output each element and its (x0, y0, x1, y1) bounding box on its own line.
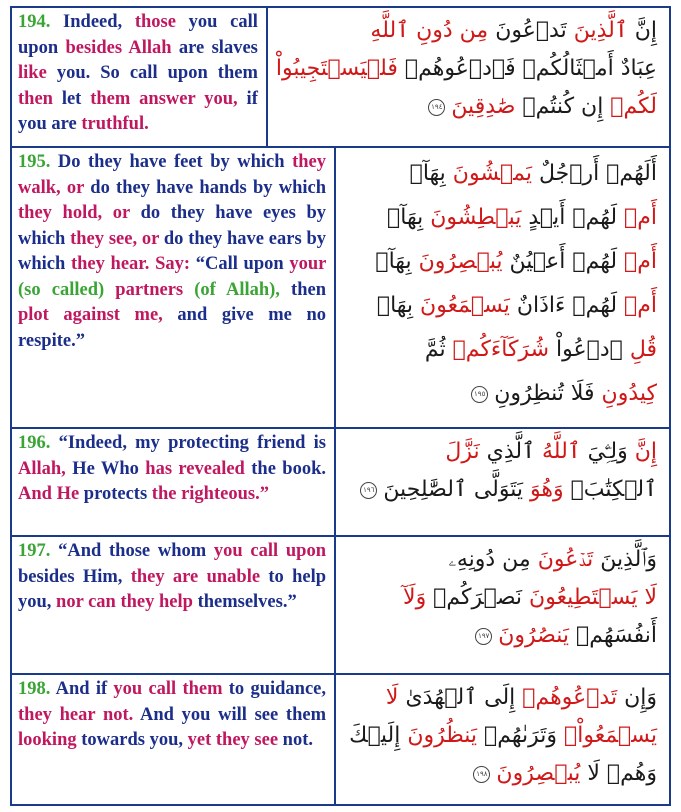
translation-segment: protects (79, 484, 152, 504)
arabic-word: ثُمَّ (424, 337, 453, 362)
arabic-text (268, 8, 669, 146)
arabic-word: أَنفُسَهُمۡ (569, 623, 657, 648)
arabic-line (344, 471, 657, 509)
arabic-line (344, 240, 657, 284)
translation-segment (198, 567, 206, 587)
arabic-word: صَٰدِقِينَ (451, 94, 516, 119)
arabic-line (344, 579, 657, 617)
arabic-word: وَلِـِّۧيَ (580, 439, 628, 464)
verse-end-marker-icon: ١٩٤ (428, 99, 445, 116)
arabic-word: كِيدُونِ (601, 381, 657, 406)
verse-number: 195. (18, 152, 51, 172)
translation-segment: the book. (244, 458, 326, 479)
translation-segment: upon (278, 541, 326, 561)
translation-segment: the righteous.” (151, 484, 269, 504)
arabic-line (344, 372, 657, 416)
arabic-word: بِهَآۖ (387, 205, 431, 230)
translation-segment: or (141, 228, 160, 249)
translation-segment: you. So call upon them (46, 63, 258, 83)
arabic-line (276, 12, 657, 50)
verse-row-198 (12, 673, 669, 804)
translation-segment: has revealed (145, 458, 245, 479)
arabic-word: مِن دُونِ ٱللَّهِ (370, 18, 489, 43)
verse-row-196 (12, 427, 669, 535)
arabic-line (344, 328, 657, 372)
translation-segment: they hear not. (18, 704, 134, 725)
arabic-word: لَا (385, 685, 399, 710)
arabic-word: لَا يَسۡتَطِيعُونَ (529, 585, 657, 610)
translation-segment: besides Him, (18, 566, 131, 587)
arabic-text (336, 429, 669, 535)
translation-segment: and give me no respite.” (18, 305, 327, 351)
translation-segment: let (52, 88, 91, 109)
translation-segment: they see, (70, 228, 138, 249)
arabic-word: ٱللَّهُ (535, 439, 581, 464)
arabic-word: ٱلَّذِي (479, 439, 535, 464)
verse-row-194 (12, 8, 669, 146)
translation-segment: (so called) (18, 279, 105, 300)
arabic-word: إِنَّ (627, 18, 657, 43)
arabic-word: يَنظُرُونَ (407, 723, 478, 748)
arabic-word: بِهَآۖ (409, 161, 453, 186)
translation-segment: towards you, (76, 730, 188, 750)
verse-table (10, 6, 671, 806)
verse-number: 194. (18, 12, 51, 32)
arabic-word: لَهُمۡ أَيۡدٍ (521, 205, 618, 230)
translation-segment: not. (278, 730, 313, 750)
translation-segment: looking (18, 730, 77, 750)
arabic-word: تَدۡعُونَ (488, 18, 574, 43)
arabic-line (344, 284, 657, 328)
translation-segment: or (112, 203, 130, 223)
verse-row-195 (12, 146, 669, 427)
arabic-word: يَسۡمَعُونَ (420, 293, 510, 318)
translation-segment (102, 203, 113, 223)
translation-segment: besides Allah (65, 37, 172, 58)
translation-segment: And if (50, 679, 114, 699)
translation-segment: or (66, 177, 85, 198)
arabic-word: ٱدۡعُواْ (549, 337, 630, 362)
translation-segment: they are (130, 566, 199, 587)
arabic-word: وَهُمۡ لَا (580, 761, 657, 786)
arabic-word: وَهُوَ (530, 477, 564, 502)
translation-segment: unable (206, 566, 261, 587)
arabic-word: إِلَى ٱلۡهُدَىٰ (398, 685, 523, 710)
arabic-word: أَمۡ (617, 293, 657, 318)
verse-number: 196. (18, 433, 51, 453)
arabic-word: وَٱلَّذِينَ (593, 547, 657, 572)
arabic-word: تَدۡعُونَ (537, 547, 594, 572)
verse-number: 198. (18, 679, 51, 699)
arabic-line (344, 717, 657, 755)
translation-segment: Indeed, (50, 12, 135, 32)
translation-segment: do they have ears by which (18, 228, 326, 274)
arabic-word: بِهَآۖ (375, 249, 419, 274)
arabic-word: يَسۡمَعُواْۖ (564, 723, 657, 748)
arabic-line (344, 541, 657, 579)
arabic-line (344, 152, 657, 196)
arabic-word: أَلَهُمۡ أَرۡجُلٌ (532, 161, 657, 186)
verse-end-marker-icon: ١٩٧ (475, 628, 492, 645)
arabic-word: إِن كُنتُمۡ (515, 94, 611, 119)
translation-segment: you call (213, 541, 279, 561)
arabic-word: تَدۡعُوهُمۡ (522, 685, 618, 710)
translation-segment: yet they see (187, 730, 279, 750)
translation-segment: then (279, 279, 327, 300)
translation-segment: to guidance, (222, 679, 327, 699)
translation-segment: partners (115, 279, 184, 300)
arabic-word: لَهُمۡ أَعۡيُنٌ (502, 249, 618, 274)
translation-segment: Do they have feet by which (50, 152, 293, 172)
verse-end-marker-icon: ١٩٥ (471, 386, 488, 403)
translation-segment (104, 280, 115, 300)
arabic-text (336, 675, 669, 804)
translation-segment: themselves.” (192, 592, 297, 612)
english-translation (12, 8, 268, 146)
translation-segment: plot against me, (18, 305, 163, 325)
arabic-word: إِنَّ (627, 439, 657, 464)
verse-row-197 (12, 535, 669, 673)
arabic-word: ٱلَّذِينَ (573, 18, 628, 43)
translation-segment: “Call upon (190, 254, 290, 274)
translation-segment: like (18, 63, 47, 83)
english-translation (12, 429, 336, 535)
translation-segment (183, 280, 194, 300)
arabic-line (344, 433, 657, 471)
translation-segment: those (134, 12, 176, 32)
verse-end-marker-icon: ١٩٦ (360, 482, 377, 499)
translation-segment: nor can they help (56, 592, 193, 612)
translation-segment: do they have hands by which (84, 177, 327, 198)
arabic-line (276, 88, 657, 126)
translation-segment: “And those whom (50, 541, 214, 561)
arabic-line (276, 50, 657, 88)
translation-segment: if you are (18, 88, 258, 134)
translation-segment: (of Allah), (194, 279, 280, 300)
translation-segment: “Indeed, my protecting friend is (50, 433, 326, 453)
arabic-word: وَإِن (617, 685, 657, 710)
translation-segment: they hold, (18, 203, 103, 223)
translation-segment: you call them (113, 679, 223, 699)
translation-segment: Allah, (18, 458, 66, 479)
translation-segment: And He (18, 484, 80, 504)
translation-segment: He Who (65, 458, 146, 479)
arabic-line (344, 617, 657, 655)
arabic-word: لَكُمۡ (610, 94, 657, 119)
arabic-word: يَتَوَلَّى ٱلصَّٰلِحِينَ (383, 477, 531, 502)
arabic-word: مِن دُونِهِۦ (448, 547, 538, 572)
translation-segment: they hear. (70, 254, 150, 274)
arabic-word: فَلۡيَسۡتَجِيبُواْ (275, 56, 398, 81)
arabic-word: أَمۡ (617, 249, 657, 274)
arabic-line (344, 755, 657, 793)
translation-segment: Say: (155, 254, 191, 274)
translation-segment: then (18, 88, 53, 109)
arabic-line (344, 679, 657, 717)
arabic-word: وَلَآ (403, 585, 427, 610)
translation-segment: And you will see them (133, 704, 326, 725)
translation-segment: truthful. (81, 114, 149, 134)
translation-segment: you call upon (18, 12, 258, 58)
arabic-word: شُرَكَآءَكُمۡ (452, 337, 550, 362)
verse-number: 197. (18, 541, 51, 561)
arabic-word: يُبۡصِرُونَ (496, 761, 581, 786)
arabic-word: نَزَّلَ (445, 439, 480, 464)
arabic-word: بِهَاۗ (376, 293, 421, 318)
translation-segment: them answer you, (90, 88, 238, 109)
english-translation (12, 148, 336, 427)
arabic-word: إِلَيۡكَ (349, 723, 408, 748)
arabic-word: يَبۡطِشُونَ (430, 205, 522, 230)
translation-segment: are slaves (171, 37, 258, 58)
english-translation (12, 675, 336, 804)
translation-segment: to help you, (18, 566, 327, 612)
arabic-line (344, 196, 657, 240)
arabic-text (336, 148, 669, 427)
arabic-word: لَهُمۡ ءَاذَانٌ (509, 293, 618, 318)
arabic-word: وَتَرَىٰهُمۡ (477, 723, 565, 748)
translation-segment: they walk, (18, 152, 326, 198)
arabic-text (336, 537, 669, 673)
translation-segment: do they have eyes by which (18, 203, 326, 249)
arabic-word: أَمۡ (617, 205, 657, 230)
verse-end-marker-icon: ١٩٨ (473, 766, 490, 783)
arabic-word: يُبۡصِرُونَ (418, 249, 503, 274)
arabic-word: يَنصُرُونَ (498, 623, 570, 648)
english-translation (12, 537, 336, 673)
arabic-word: عِبَادٌ أَمۡثَالُكُمۡ (522, 56, 657, 81)
arabic-word: يَمۡشُونَ (452, 161, 532, 186)
arabic-word: فَٱدۡعُوهُمۡ (397, 56, 523, 81)
arabic-word: فَلَا تُنظِرُونِ (494, 381, 602, 406)
translation-segment: your (289, 254, 326, 274)
arabic-word: ٱلۡكِتَٰبَۖ (563, 477, 657, 502)
arabic-word: قُلِ (629, 337, 657, 362)
arabic-word: نَصۡرَكُمۡ (426, 585, 530, 610)
